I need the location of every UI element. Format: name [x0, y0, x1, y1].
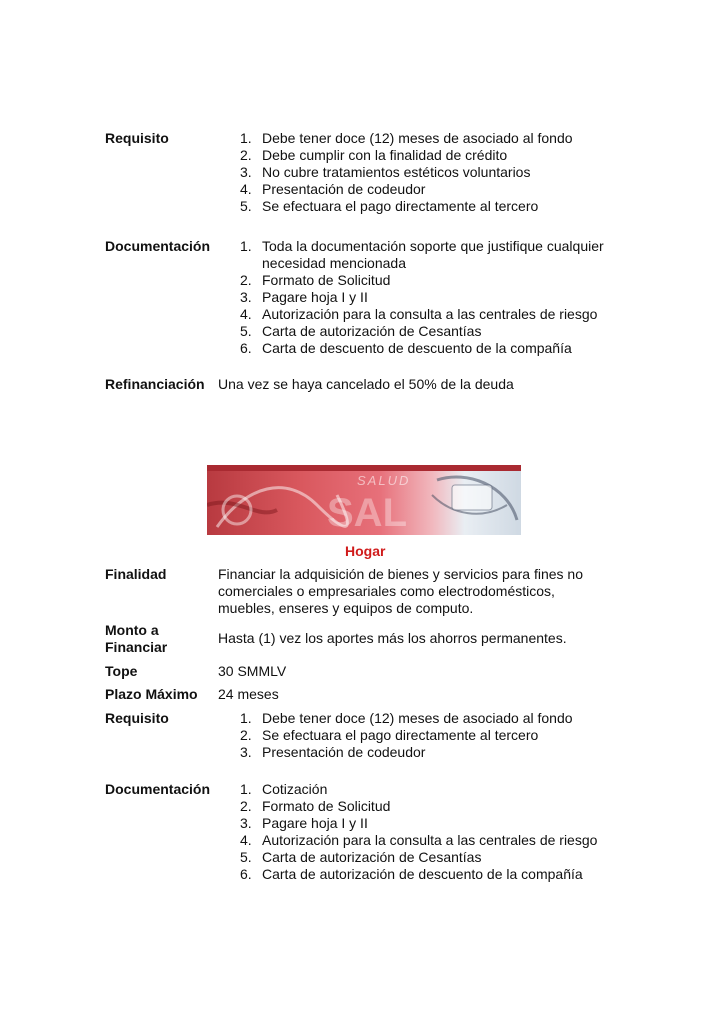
item-text: Debe tener doce (12) meses de asociado al fondo [262, 710, 573, 726]
item-text: Pagare hoja I y II [262, 815, 368, 831]
item-text: Debe cumplir con la finalidad de crédito [262, 147, 508, 163]
finalidad-line-2: comerciales o empresariales como electrodomésticos, [218, 583, 555, 599]
list-item [240, 272, 604, 289]
item-text: Pagare hoja I y II [262, 289, 368, 305]
finalidad-line-3: muebles, enseres y equipos de computo. [218, 600, 474, 616]
item-text: Carta de autorización de descuento de la compañía [262, 866, 583, 882]
item-text: Se efectuara el pago directamente al tercero [262, 198, 539, 214]
list-item-continuation [240, 255, 604, 272]
list-item [240, 147, 573, 164]
requisito-hogar-list [240, 710, 573, 761]
requisito-label: Requisito [105, 130, 169, 146]
list-item [240, 198, 573, 215]
list-item [240, 710, 573, 727]
list-item [240, 832, 597, 849]
tope-label: Tope [105, 663, 138, 679]
monto-value: Hasta (1) vez los aportes más los ahorros permanentes. [218, 630, 567, 646]
item-number: 2. [240, 798, 252, 814]
item-number: 4. [240, 306, 252, 322]
banner-salud-small: SALUD [357, 473, 411, 488]
list-item [240, 798, 597, 815]
section-title-hogar: Hogar [345, 543, 386, 559]
item-number: 5. [240, 849, 252, 865]
list-item [240, 306, 604, 323]
item-text: Formato de Solicitud [262, 798, 391, 814]
requisito-hogar-label: Requisito [105, 710, 169, 726]
item-number: 3. [240, 289, 252, 305]
monto-label-line-1: Monto a [105, 622, 159, 638]
list-item [240, 849, 597, 866]
item-text: Presentación de codeudor [262, 181, 426, 197]
item-number: 4. [240, 832, 252, 848]
item-text: Formato de Solicitud [262, 272, 391, 288]
item-text: Toda la documentación soporte que justifique cualquier [262, 238, 604, 254]
list-item [240, 781, 597, 798]
banner-salud-big: SAL [327, 491, 407, 535]
list-item [240, 181, 573, 198]
item-text: Cotización [262, 781, 328, 797]
item-number: 3. [240, 744, 252, 760]
refinanciacion-value: Una vez se haya cancelado el 50% de la deuda [218, 376, 514, 392]
item-text: Autorización para la consulta a las centrales de riesgo [262, 306, 598, 322]
refinanciacion-label: Refinanciación [105, 376, 205, 392]
item-number: 5. [240, 198, 252, 214]
item-number: 2. [240, 272, 252, 288]
monto-label-line-2: Financiar [105, 639, 168, 655]
item-number: 6. [240, 340, 252, 356]
item-number: 2. [240, 727, 252, 743]
plazo-label: Plazo Máximo [105, 686, 198, 702]
plazo-value: 24 meses [218, 686, 279, 702]
documentacion-list [240, 238, 604, 357]
item-text: Carta de autorización de Cesantías [262, 849, 482, 865]
item-number: 2. [240, 147, 252, 163]
item-text: Se efectuara el pago directamente al tercero [262, 727, 539, 743]
list-item [240, 866, 597, 883]
salud-banner-image [207, 465, 521, 535]
item-text: Carta de autorización de Cesantías [262, 323, 482, 339]
item-number: 1. [240, 710, 252, 726]
item-text: No cubre tratamientos estéticos voluntarios [262, 164, 531, 180]
list-item [240, 744, 573, 761]
item-text: necesidad mencionada [262, 255, 406, 271]
item-text: Autorización para la consulta a las centrales de riesgo [262, 832, 598, 848]
requisito-list [240, 130, 573, 215]
documentacion-hogar-label: Documentación [105, 781, 211, 797]
item-text: Presentación de codeudor [262, 744, 426, 760]
list-item [240, 130, 573, 147]
finalidad-label: Finalidad [105, 566, 167, 582]
item-text: Carta de descuento de descuento de la compañía [262, 340, 572, 356]
item-number: 6. [240, 866, 252, 882]
list-item [240, 815, 597, 832]
item-number: 4. [240, 181, 252, 197]
documentacion-label: Documentación [105, 238, 211, 254]
item-number: 3. [240, 815, 252, 831]
list-item [240, 727, 573, 744]
list-item [240, 164, 573, 181]
item-number: 1. [240, 130, 252, 146]
item-number: 1. [240, 238, 252, 254]
list-item [240, 289, 604, 306]
list-item [240, 323, 604, 340]
list-item [240, 340, 604, 357]
tope-value: 30 SMMLV [218, 663, 287, 679]
item-text: Debe tener doce (12) meses de asociado al fondo [262, 130, 573, 146]
documentacion-hogar-list [240, 781, 597, 883]
item-number: 5. [240, 323, 252, 339]
item-number: 3. [240, 164, 252, 180]
item-number: 1. [240, 781, 252, 797]
finalidad-line-1: Financiar la adquisición de bienes y servicios para fines no [218, 566, 583, 582]
list-item [240, 238, 604, 255]
